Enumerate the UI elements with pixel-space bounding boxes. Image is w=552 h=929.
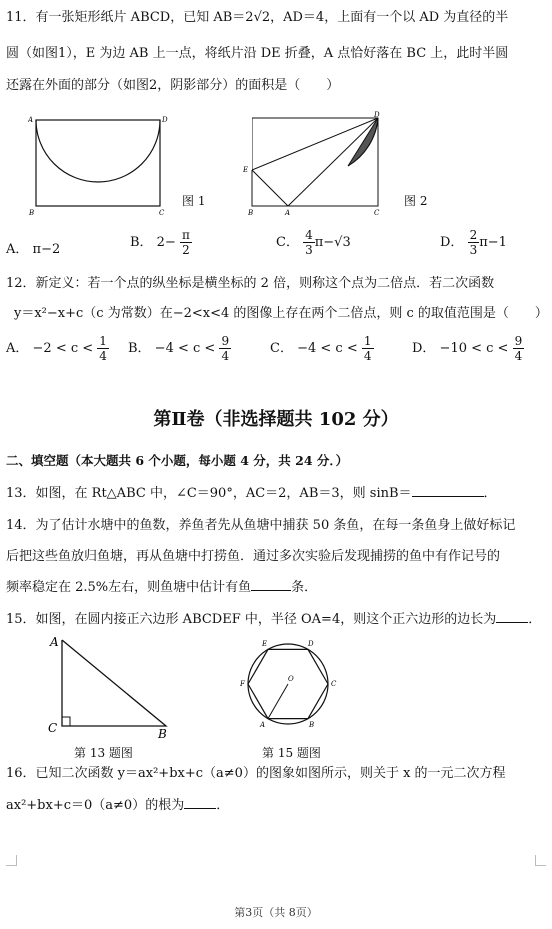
fig15-label-c: C xyxy=(331,680,337,688)
fig2-label-c: C xyxy=(374,209,380,217)
q16-line1: 16．已知二次函数 y＝ax²+bx+c（a≠0）的图象如图所示，则关于 x 的一元二次方程 xyxy=(6,766,506,781)
fig2-caption: 图 2 xyxy=(404,194,428,208)
q12-option-a: A． −2 < c < $\frac{1}{4}$ xyxy=(6,334,107,363)
q12-line1: 12．新定义：若一个点的纵坐标是横坐标的 2 倍，则称这个点为二倍点．若二次函数 xyxy=(6,276,495,291)
fig2-label-d: D xyxy=(374,111,380,119)
q11-line1: 11．有一张矩形纸片 ABCD，已知 AB＝2√2，AD＝4，上面有一个以 AD 为直径的半 xyxy=(6,10,509,25)
fig2-label-b: B xyxy=(248,209,254,217)
q14-line1: 14．为了估计水塘中的鱼数，养鱼者先从鱼塘中捕获 50 条鱼，在每一条鱼身上做好标记 xyxy=(6,518,516,533)
q11-option-b: B． 2− $\frac{\pi}{2}$ xyxy=(130,228,190,257)
fig1-label-a: A xyxy=(28,116,34,124)
fig13-label-a: A xyxy=(50,635,59,649)
fig13-triangle xyxy=(46,632,176,742)
fig1-label-b: B xyxy=(29,209,35,217)
q14-line2: 后把这些鱼放归鱼塘，再从鱼塘中打捞鱼．通过多次实验后发现捕捞的鱼中有作记号的 xyxy=(6,549,501,564)
fig13-label-b: B xyxy=(158,727,167,741)
q16-line2: ax²+bx+c＝0（a≠0）的根为 ． xyxy=(6,798,230,813)
q11-figure-1 xyxy=(28,112,168,218)
q12-option-b: B． −4 < c < $\frac{9}{4}$ xyxy=(128,334,230,363)
fig2-label-a: A xyxy=(285,209,291,217)
fig15-label-o: O xyxy=(288,675,294,683)
fig13-caption: 第 13 题图 xyxy=(74,746,133,760)
fig2-label-e: E xyxy=(243,166,249,174)
q11-option-a: A． π−2 xyxy=(6,242,61,257)
q12-option-c: C． −4 < c < $\frac{1}{4}$ xyxy=(270,334,372,363)
q12-line2: y＝x²−x+c（c 为常数）在−2<x<4 的图像上存在两个二倍点，则 c 的取值范围是（ ） xyxy=(14,306,548,321)
fig15-label-d: D xyxy=(308,640,314,648)
fig15-label-e: E xyxy=(262,640,268,648)
section2-heading: 二、填空题（本大题共 6 个小题，每小题 4 分，共 24 分．） xyxy=(6,453,349,468)
fig15-label-b: B xyxy=(309,721,315,729)
q11-option-c: C． $\frac{4}{3}$ π−√3 xyxy=(276,228,351,257)
q11-line2: 圆（如图1），E 为边 AB 上一点，将纸片沿 DE 折叠，A 点恰好落在 BC 上，此时半圆 xyxy=(6,46,509,61)
fig1-caption: 图 1 xyxy=(182,194,206,208)
q13: 13．如图，在 Rt△ABC 中，∠C＝90°，AC＝2，AB＝3，则 sinB＝ ． xyxy=(6,486,497,501)
fig1-label-c: C xyxy=(159,209,165,217)
corner-mark-left xyxy=(6,855,17,866)
fig1-label-d: D xyxy=(162,116,168,124)
q15: 15．如图，在圆内接正六边形 ABCDEF 中，半径 OA=4，则这个正六边形的边长为 ． xyxy=(6,612,542,627)
fig15-label-a: A xyxy=(260,721,266,729)
corner-mark-right xyxy=(535,855,546,866)
fig15-caption: 第 15 题图 xyxy=(262,746,321,760)
q11-option-d: D． $\frac{2}{3}$ π−1 xyxy=(440,228,507,257)
part2-title: 第Ⅱ卷（非选择题共 102 分） xyxy=(153,409,399,430)
q11-line3: 还露在外面的部分（如图2，阴影部分）的面积是（ ） xyxy=(6,78,340,93)
q12-option-d: D． −10 < c < $\frac{9}{4}$ xyxy=(412,334,523,363)
page-footer: 第3页（共 8页） xyxy=(234,906,318,919)
q14-line3: 频率稳定在 2.5%左右，则鱼塘中估计有鱼 条． xyxy=(6,580,318,595)
q11-figure-2 xyxy=(240,110,390,220)
fig15-label-f: F xyxy=(240,680,245,688)
fig13-label-c: C xyxy=(48,721,58,735)
fig15-hexagon xyxy=(238,634,338,734)
